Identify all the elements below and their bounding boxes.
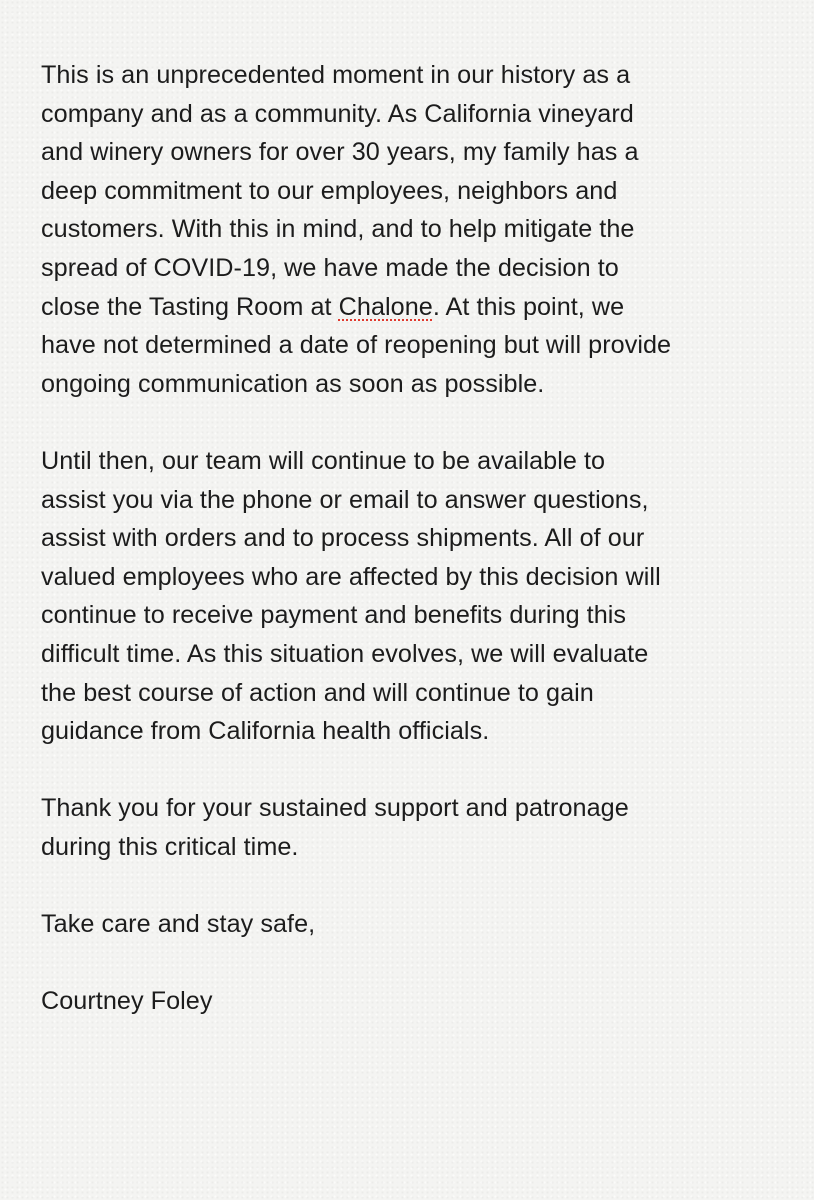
- text-line: deep commitment to our employees, neighbors and: [41, 176, 618, 205]
- text-segment: . At this point, we: [432, 292, 625, 321]
- text-line: during this critical time.: [41, 832, 299, 861]
- text-line: assist with orders and to process shipments. All of our: [41, 524, 645, 553]
- text-line: Until then, our team will continue to be available to: [41, 446, 606, 475]
- text-line: have not determined a date of reopening but will provide: [41, 331, 672, 360]
- signature-name: Courtney Foley: [41, 987, 213, 1016]
- paragraph-thanks: [41, 789, 781, 866]
- text-line: valued employees who are affected by this decision will: [41, 562, 661, 591]
- spellcheck-flagged-word[interactable]: Chalone: [338, 292, 433, 321]
- text-line: difficult time. As this situation evolves, we will evaluate: [41, 639, 649, 668]
- closing-line: [41, 905, 781, 944]
- text-line: spread of COVID-19, we have made the decision to: [41, 253, 619, 282]
- letter-body: [41, 56, 781, 1021]
- text-line: guidance from California health officials.: [41, 717, 490, 746]
- closing-text: Take care and stay safe,: [41, 910, 316, 939]
- text-line: the best course of action and will continue to gain: [41, 678, 594, 707]
- text-line: Thank you for your sustained support and patronage: [41, 794, 629, 823]
- text-line: company and as a community. As California vineyard: [41, 99, 634, 128]
- text-line: This is an unprecedented moment in our history as a: [41, 61, 631, 89]
- text-line: [41, 288, 781, 327]
- signature-line: [41, 982, 781, 1021]
- text-line: customers. With this in mind, and to help mitigate the: [41, 215, 635, 244]
- text-line: assist you via the phone or email to answer questions,: [41, 485, 649, 514]
- text-line: continue to receive payment and benefits during this: [41, 601, 627, 630]
- text-line: and winery owners for over 30 years, my family has a: [41, 138, 639, 167]
- paragraph-support: [41, 442, 781, 751]
- text-segment: close the Tasting Room at: [41, 292, 339, 321]
- text-line: ongoing communication as soon as possible.: [41, 369, 545, 398]
- paragraph-announcement: [41, 56, 781, 403]
